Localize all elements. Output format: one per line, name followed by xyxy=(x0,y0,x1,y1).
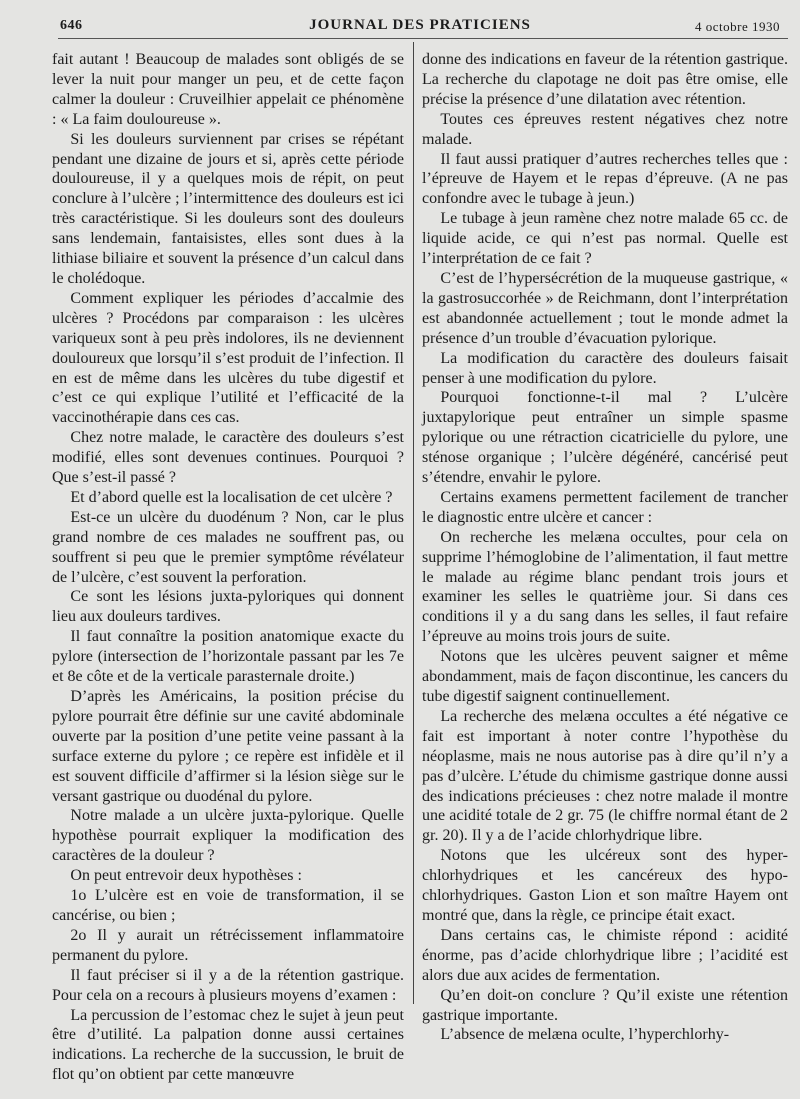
paragraph: 2o Il y aurait un rétrécissement inflammatoire permanent du pylore. xyxy=(52,926,404,964)
paragraph: Il faut préciser si il y a de la rétention gastrique. Pour cela on a recours à plusieurs moyens d’examen : xyxy=(52,966,404,1004)
paragraph: Le tubage à jeun ramène chez notre malade 65 cc. de liquide acide, ce qui n’est pas normal. Quelle est l’interprétation de ce fait ? xyxy=(422,210,788,268)
paragraph: Notons que les ulcéreux sont des hyper-chlorhydriques et les cancéreux des hypo-chlorhydriques. Gaston Lion et son maître Hayem ont montré que, dans la règle, ce principe était exact. xyxy=(422,847,788,924)
paragraph: L’absence de melæna oculte, l’hyperchlorhy- xyxy=(440,1026,730,1044)
paragraph: La recherche des melæna occultes a été négative ce fait est important à noter contre l’hypothèse du néoplasme, mais ne nous autorise pas à dire qu’il n’y a pas d’ulcère. L’étude du chimisme gastrique donne aussi des indications précieuses : chez notre malade il montre une acidité totale de 2 gr. 75 (le chiffre normal étant de 2 gr. 20). Il y a de l’acide chlorhydrique libre. xyxy=(422,707,788,845)
header-rule xyxy=(58,38,788,39)
paragraph: Chez notre malade, le caractère des douleurs s’est modifié, elles sont devenues continues. Pourquoi ? Que s’est-il passé ? xyxy=(52,429,404,487)
paragraph: Et d’abord quelle est la localisation de cet ulcère ? xyxy=(70,488,393,506)
paragraph: Ce sont les lésions juxta-pyloriques qui donnent lieu aux douleurs tardives. xyxy=(52,588,404,626)
issue-date: 4 octobre 1930 xyxy=(695,19,780,34)
paragraph: Notre malade a un ulcère juxta-pylorique. Quelle hypothèse pourrait expliquer la modification des caractères de la douleur ? xyxy=(52,807,404,865)
paragraph: donne des indications en faveur de la rétention gastrique. La recherche du clapotage ne doit pas être omise, elle précise la présence d’une dilatation avec rétention. xyxy=(422,51,788,108)
column-divider xyxy=(413,42,414,1004)
paragraph: D’après les Américains, la position précise du pylore pourrait être définie sur une cavité abdominale ouverte par la position d’une petite veine passant à la surface externe du pylore ; ce repère est infidèle et il est souvent difficile d’affirmer si la lésion siège sur le versant gastrique ou duodénal du pylore. xyxy=(52,688,404,805)
paragraph: Certains examens permettent facilement de trancher le diagnostic entre ulcère et cancer : xyxy=(422,488,788,526)
paragraph: Toutes ces épreuves restent négatives chez notre malade. xyxy=(422,110,788,148)
page-header xyxy=(60,14,780,36)
paragraph: Il faut aussi pratiquer d’autres recherches telles que : l’épreuve de Hayem et le repas d’épreuve. (A ne pas confondre avec le tubage à jeun.) xyxy=(422,150,788,208)
paragraph: La percussion de l’estomac chez le sujet à jeun peut être d’utilité. La palpation donne aussi certaines indications. La recherche de la succussion, le bruit de flot qu’on obtient par cette manœuvre xyxy=(52,1006,404,1084)
paragraph: Pourquoi fonctionne-t-il mal ? L’ulcère juxtapylorique peut entraîner un simple spasme pylorique ou une rétraction cicatricielle du pylore, une sténose organique ; l’ulcère dégénéré, cancérisé peut s’étendre, envahir le pylore. xyxy=(422,389,788,487)
left-column xyxy=(52,50,404,1085)
paragraph: C’est de l’hypersécrétion de la muqueuse gastrique, « la gastrosuccorhée » de Reichmann, dont l’interprétation est abandonnée actuellement ; tout le monde admet la présence d’un trouble d’évacuation pylorique. xyxy=(422,269,788,347)
paragraph: Il faut connaître la position anatomique exacte du pylore (intersection de l’horizontale passant par les 7e et 8e côte et de la verticale parasternale droite.) xyxy=(52,628,404,686)
journal-title: JOURNAL DES PRATICIENS xyxy=(309,17,531,33)
right-column xyxy=(422,50,788,1045)
paragraph: fait autant ! Beaucoup de malades sont obligés de se lever la nuit pour manger un peu, et de cette façon calmer la douleur : Cruveilhier appelait ce phénomène : « La faim douloureuse ». xyxy=(52,51,404,128)
paragraph: Est-ce un ulcère du duodénum ? Non, car le plus grand nombre de ces malades ne souffrent pas, ou souffrent si peu que le premier symptôme révélateur de l’ulcère, c’est souvent la perforation. xyxy=(52,508,404,586)
paragraph: La modification du caractère des douleurs faisait penser à une modification du pylore. xyxy=(422,349,788,387)
page-number: 646 xyxy=(60,18,83,33)
paragraph: 1o L’ulcère est en voie de transformation, il se cancérise, ou bien ; xyxy=(52,887,404,924)
paragraph: Comment expliquer les périodes d’accalmie des ulcères ? Procédons par comparaison : les ulcères variqueux sont à peu près indolores, ils ne deviennent douloureux que lorsqu’il s’est produit de l’infection. Il en est de même dans les ulcères du tube digestif et c’est ce qui explique l’utilité et l’efficacité de la vaccinothérapie dans ces cas. xyxy=(52,289,404,427)
paragraph: Si les douleurs surviennent par crises se répétant pendant une dizaine de jours et si, après cette période douloureuse, il y a quelques mois de répit, on peut conclure à l’ulcère ; l’intermittence des douleurs est ici très caractéristique. Si les douleurs sont des douleurs sans lendemain, fantaisistes, elles sont dues à la lithiase biliaire et souvent la présence d’un calcul dans le cholédoque. xyxy=(52,130,404,287)
paragraph: On recherche les melæna occultes, pour cela on supprime l’hémoglobine de l’alimentation, il faut mettre le malade au régime blanc pendant trois jours et examiner les selles le quatrième jour. Si dans ces conditions il y a du sang dans les selles, il faut refaire l’épreuve au moins trois jours de suite. xyxy=(422,528,788,646)
paragraph: On peut entrevoir deux hypothèses : xyxy=(70,867,302,885)
paragraph: Notons que les ulcères peuvent saigner et même abondamment, mais de façon discontinue, les cancers du tube digestif saignent continuellement. xyxy=(422,648,788,705)
paragraph: Qu’en doit-on conclure ? Qu’il existe une rétention gastrique importante. xyxy=(422,986,788,1024)
paragraph: Dans certains cas, le chimiste répond : acidité énorme, pas d’acide chlorhydrique libre ; l’acidité est alors due aux acides de fermentation. xyxy=(422,926,788,984)
